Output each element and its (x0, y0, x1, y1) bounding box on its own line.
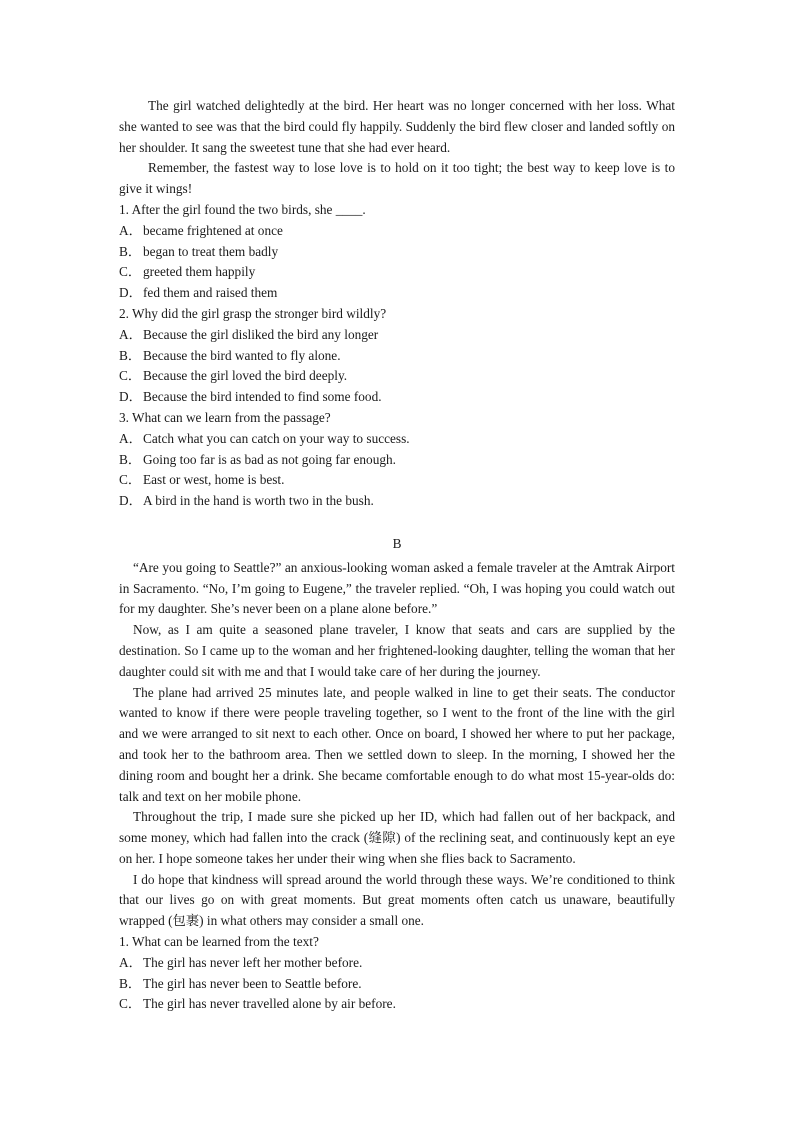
passage-b-paragraph-3: The plane had arrived 25 minutes late, and people walked in line to get their seats. The conductor wanted to know if there were people traveling together, so I went to the front of the line with the girl and we were arranged to sit next to each other. Once on board, I showed her where to put her package, and took her to the bathroom area. Then we settled down to sleep. In the morning, I showed her the dining room and bought her a drink. She became comfortable enough to do what most 15-year-olds do: talk and text on her mobile phone. (119, 684, 675, 804)
option-text: The girl has never left her mother before. (143, 954, 363, 970)
question-a1 (119, 200, 675, 304)
option-c (119, 366, 675, 387)
option-c (119, 470, 675, 491)
section-heading: B (392, 535, 402, 551)
option-c (119, 994, 675, 1015)
option-letter: C． (119, 472, 142, 488)
document-page (119, 96, 675, 1015)
option-letter: C． (119, 996, 142, 1012)
passage-a-paragraph-2: Remember, the fastest way to lose love is to hold on it too tight; the best way to keep love is to give it wings! (119, 160, 675, 197)
question-b1 (119, 932, 675, 1015)
option-a (119, 953, 675, 974)
option-letter: A． (119, 430, 142, 446)
option-d (119, 491, 675, 512)
question-a3 (119, 408, 675, 512)
option-text: Because the bird wanted to fly alone. (143, 347, 341, 363)
option-letter: D． (119, 285, 142, 301)
option-a (119, 429, 675, 450)
option-b (119, 242, 675, 263)
option-text: Because the girl disliked the bird any longer (143, 326, 379, 342)
option-text: fed them and raised them (143, 285, 278, 301)
option-text: greeted them happily (143, 264, 256, 280)
option-text: A bird in the hand is worth two in the bush. (143, 493, 374, 509)
passage-b-paragraph-4: Throughout the trip, I made sure she picked up her ID, which had fallen out of her backpack, and some money, which had fallen into the crack (缝隙) of the reclining seat, and continuously kept an eye on her. I hope someone takes her under their wing when she flies back to Sacramento. (119, 809, 675, 866)
option-text: began to treat them badly (143, 243, 279, 259)
option-letter: C． (119, 368, 142, 384)
option-letter: A． (119, 954, 142, 970)
passage-a-paragraph-1: The girl watched delightedly at the bird. Her heart was no longer concerned with her loss. What she wanted to see was that the bird could fly happily. Suddenly the bird flew closer and landed softly on her shoulder. It sang the sweetest tune that she had ever heard. (119, 98, 675, 155)
option-text: The girl has never been to Seattle before. (143, 975, 362, 991)
option-d (119, 283, 675, 304)
option-c (119, 262, 675, 283)
passage-b-paragraph-1: “Are you going to Seattle?” an anxious-looking woman asked a female traveler at the Amtrak Airport in Sacramento. “No, I’m going to Eugene,” the traveler replied. “Oh, I was hoping you could watch out for my daughter. She’s never been on a plane alone before.” (119, 559, 675, 617)
option-letter: B． (119, 347, 142, 363)
passage-b-paragraph-5: I do hope that kindness will spread around the world through these ways. We’re conditioned to think that our lives go on with great moments. But great moments often catch us unaware, beautifully wrapped (包裹) in what others may consider a small one. (119, 871, 675, 929)
option-text: East or west, home is best. (143, 472, 285, 488)
option-letter: C． (119, 264, 142, 280)
option-text: became frightened at once (143, 222, 283, 238)
option-text: Catch what you can catch on your way to success. (143, 430, 410, 446)
passage-b-paragraph-2: Now, as I am quite a seasoned plane traveler, I know that seats and cars are supplied by the destination. So I came up to the woman and her frightened-looking daughter, telling the woman that her daughter could sit with me and that I would take care of her during the journey. (119, 622, 675, 679)
question-stem: 3. What can we learn from the passage? (119, 409, 331, 425)
option-letter: B． (119, 243, 142, 259)
option-text: Because the girl loved the bird deeply. (143, 368, 348, 384)
option-letter: B． (119, 975, 142, 991)
question-a2 (119, 304, 675, 408)
question-stem: 1. After the girl found the two birds, she ____. (119, 201, 366, 217)
option-b (119, 450, 675, 471)
option-letter: A． (119, 326, 142, 342)
option-a (119, 325, 675, 346)
option-letter: B． (119, 451, 142, 467)
option-d (119, 387, 675, 408)
option-text: Because the bird intended to find some food. (143, 389, 382, 405)
option-letter: A． (119, 222, 142, 238)
option-text: Going too far is as bad as not going far enough. (143, 451, 396, 467)
option-b (119, 346, 675, 367)
question-stem: 2. Why did the girl grasp the stronger bird wildly? (119, 305, 387, 321)
option-letter: D． (119, 389, 142, 405)
option-letter: D． (119, 493, 142, 509)
option-a (119, 221, 675, 242)
question-stem: 1. What can be learned from the text? (119, 934, 319, 950)
option-text: The girl has never travelled alone by air before. (143, 996, 396, 1012)
option-b (119, 974, 675, 995)
